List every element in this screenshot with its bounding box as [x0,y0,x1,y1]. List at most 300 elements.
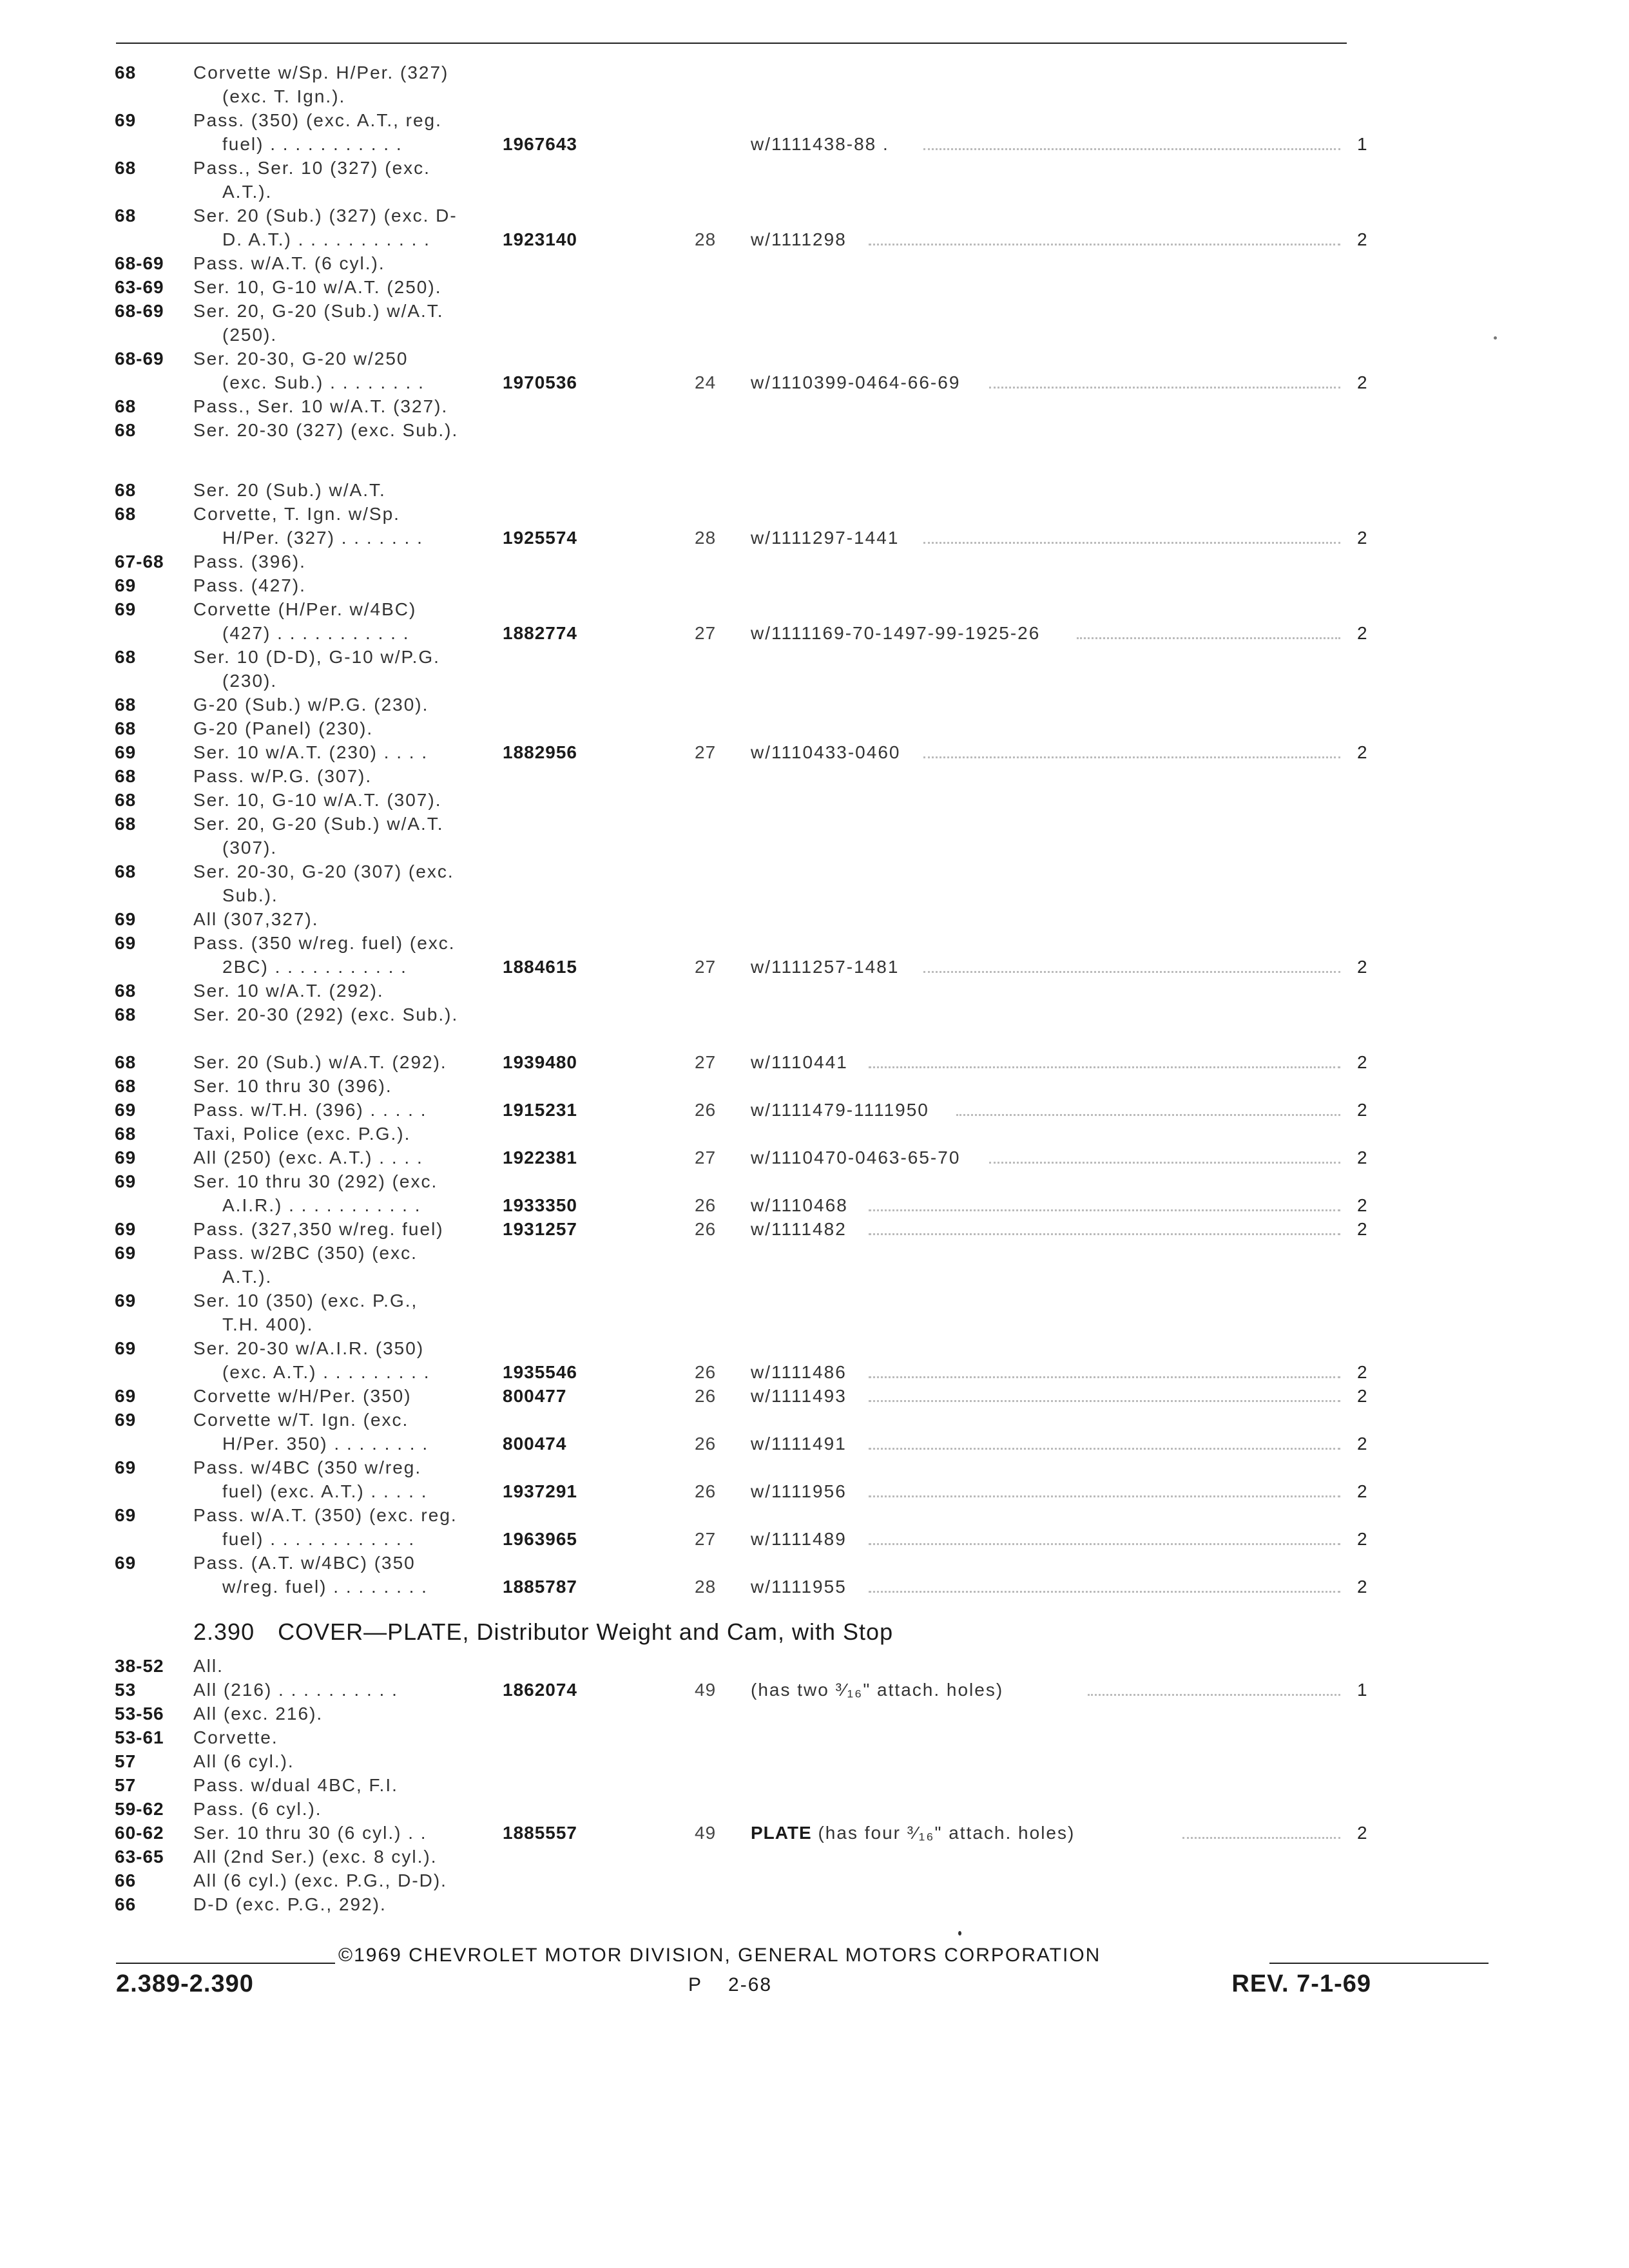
model-year: 69 [115,599,137,619]
application-description: Ser. 20, G-20 (Sub.) w/A.T. [193,301,444,321]
model-year: 57 [115,1751,137,1771]
model-year: 68 [115,396,137,416]
remarks [751,371,960,394]
model-year: 68 [115,420,137,440]
application-description: Ser. 20-30, G-20 w/250 [193,349,409,369]
remarks-text: w/1110433-0460 [751,742,901,762]
quantity: 2 [1357,1481,1367,1501]
model-year: 68 [115,1004,137,1024]
application-description: Ser. 20 (Sub.) w/A.T. (292). [193,1052,447,1072]
application-description: Ser. 20 (Sub.) w/A.T. [193,480,386,500]
table-row [0,1655,1629,1678]
table-row [0,1893,1629,1916]
group-code: 26 [695,1362,717,1382]
application-description: Ser. 10 thru 30 (396). [193,1076,392,1096]
application-description: H/Per. 350) . . . . . . . . [222,1434,429,1454]
table-row [0,61,1629,84]
remarks-text: w/1111955 [751,1577,847,1597]
application-description: Ser. 20, G-20 (Sub.) w/A.T. [193,814,444,834]
model-year: 53 [115,1680,137,1700]
page-letter: P [688,1974,703,1995]
table-row [0,741,1629,764]
quantity: 2 [1357,1434,1367,1454]
remarks-text: w/1111297-1441 [751,528,900,548]
leader-dots [869,1542,1340,1545]
model-year: 68 [115,504,137,524]
group-code: 24 [695,372,717,392]
model-year: 69 [115,1410,137,1430]
table-row [0,1218,1629,1241]
quantity: 2 [1357,1823,1367,1843]
part-number: 1970536 [503,372,578,392]
table-row [0,1845,1629,1869]
model-year: 69 [115,1243,137,1263]
remarks-text: w/1111169-70-1497-99-1925-26 [751,623,1041,643]
remarks [751,1575,847,1599]
part-number: 800477 [503,1386,567,1406]
table-row [0,1798,1629,1821]
group-code: 28 [695,229,717,249]
footer-rule-left [116,1963,335,1964]
model-year: 69 [115,1386,137,1406]
application-description: Pass. (A.T. w/4BC) (350 [193,1553,416,1573]
application-description: All (2nd Ser.) (exc. 8 cyl.). [193,1847,438,1867]
application-description: A.T.). [222,1267,273,1287]
leader-dots [989,385,1340,389]
table-row [0,1265,1629,1289]
table-row [0,1099,1629,1122]
quantity: 2 [1357,1362,1367,1382]
table-row [0,109,1629,132]
remarks-text: w/1110441 [751,1052,848,1072]
leader-dots [869,1232,1340,1235]
table-row [0,1122,1629,1146]
leader-dots [869,1399,1340,1402]
remarks-text: (has two ³⁄₁₆" attach. holes) [751,1680,1004,1700]
application-description: Ser. 10, G-10 w/A.T. (307). [193,790,442,810]
leader-dots [923,970,1340,973]
model-year: 59-62 [115,1799,164,1819]
application-description: All (exc. 216). [193,1704,323,1724]
table-row [0,789,1629,812]
group-code: 27 [695,1148,717,1168]
table-row [0,1480,1629,1503]
leader-dots [1182,1836,1340,1839]
application-description: (427) . . . . . . . . . . . [222,623,410,643]
table-row [0,1821,1629,1845]
table-row [0,956,1629,979]
model-year: 68 [115,480,137,500]
remarks-text: w/1110470-0463-65-70 [751,1148,961,1168]
leader-dots [869,1375,1340,1378]
table-row [0,1385,1629,1408]
application-description: G-20 (Sub.) w/P.G. (230). [193,695,429,715]
part-number: 1922381 [503,1148,578,1168]
table-row [0,693,1629,716]
application-description: Pass., Ser. 10 w/A.T. (327). [193,396,448,416]
group-code: 26 [695,1100,717,1120]
model-year: 66 [115,1870,137,1890]
application-description: Pass. w/4BC (350 w/reg. [193,1457,422,1477]
table-row [0,1003,1629,1026]
application-description: Pass. w/T.H. (396) . . . . . [193,1100,427,1120]
application-description: Sub.). [222,885,278,905]
model-year: 68 [115,158,137,178]
model-year: 38-52 [115,1656,164,1676]
top-rule [116,43,1347,44]
model-year: 57 [115,1775,137,1795]
remarks-text: w/1111493 [751,1386,847,1406]
quantity: 1 [1357,1680,1367,1700]
section-number: 2.390 [193,1619,255,1645]
remarks-text: w/1111486 [751,1362,847,1382]
quantity: 2 [1357,957,1367,977]
part-number: 1882774 [503,623,578,643]
table-row [0,371,1629,394]
table-row [0,574,1629,597]
table-row [0,622,1629,645]
table-row [0,180,1629,204]
application-description: 2BC) . . . . . . . . . . . [222,957,407,977]
copyright-line [116,1945,1373,1970]
remarks-text: w/1111489 [751,1529,847,1549]
remarks [751,1480,847,1503]
leader-dots [1088,1693,1340,1696]
leader-dots [923,541,1340,544]
table-row [0,276,1629,299]
application-description: Pass. w/P.G. (307). [193,766,372,786]
application-description: Corvette w/H/Per. (350) [193,1386,412,1406]
quantity: 1 [1357,134,1367,154]
application-description: D-D (exc. P.G., 292). [193,1894,387,1914]
part-number: 1882956 [503,742,578,762]
group-code: 26 [695,1219,717,1239]
table-row [0,717,1629,740]
model-year: 69 [115,1171,137,1191]
table-row [0,503,1629,526]
group-code: 27 [695,742,717,762]
leader-dots [956,1113,1340,1116]
model-year: 63-65 [115,1847,164,1867]
part-number: 1933350 [503,1195,578,1215]
table-row [0,1051,1629,1074]
table-row [0,1432,1629,1456]
leader-dots [869,1494,1340,1497]
model-year: 69 [115,110,137,130]
part-number: 800474 [503,1434,567,1454]
page-indicator [688,1974,772,1996]
group-range: 2.389-2.390 [116,1970,254,1997]
table-row [0,836,1629,860]
table-row [0,669,1629,693]
table-row [0,133,1629,156]
table-row [0,1774,1629,1797]
application-description: H/Per. (327) . . . . . . . [222,528,423,548]
table-row [0,1289,1629,1312]
application-description: All. [193,1656,224,1676]
application-description: Pass. w/A.T. (350) (exc. reg. [193,1505,458,1525]
remarks [751,1432,847,1456]
model-year: 68 [115,790,137,810]
model-year: 69 [115,1457,137,1477]
revision-date: REV. 7-1-69 [1231,1970,1371,1997]
model-year: 68-69 [115,253,164,273]
table-row [0,1504,1629,1527]
remarks [751,1051,848,1074]
application-description: fuel) . . . . . . . . . . . . [222,1529,416,1549]
group-code: 27 [695,1052,717,1072]
application-description: Corvette, T. Ign. w/Sp. [193,504,400,524]
model-year: 63-69 [115,277,164,297]
application-description: Pass. (327,350 w/reg. fuel) [193,1219,444,1239]
part-number: 1925574 [503,528,578,548]
part-number: 1963965 [503,1529,578,1549]
model-year: 53-56 [115,1704,164,1724]
table-row [0,228,1629,251]
table-row [0,1726,1629,1749]
model-year: 68 [115,814,137,834]
application-description: Pass. w/A.T. (6 cyl.). [193,253,385,273]
remarks [751,741,900,764]
table-row [0,1194,1629,1217]
quantity: 2 [1357,229,1367,249]
application-description: Ser. 10 (D-D), G-10 w/P.G. [193,647,440,667]
part-number: 1967643 [503,134,578,154]
quantity: 2 [1357,1195,1367,1215]
remarks-text: (has four ³⁄₁₆" attach. holes) [818,1823,1075,1843]
model-year: 69 [115,1338,137,1358]
application-description: All (216) . . . . . . . . . . [193,1680,398,1700]
remarks [751,1218,847,1241]
group-code: 49 [695,1680,717,1700]
remarks-text: w/1111956 [751,1481,847,1501]
group-code: 28 [695,528,717,548]
model-year: 69 [115,1219,137,1239]
quantity: 2 [1357,1219,1367,1239]
table-row [0,884,1629,907]
part-number: 1937291 [503,1481,578,1501]
model-year: 69 [115,742,137,762]
part-number: 1885787 [503,1577,578,1597]
model-year: 68 [115,695,137,715]
table-row [0,1170,1629,1193]
remarks [751,228,847,251]
table-row [0,300,1629,323]
group-code: 49 [695,1823,717,1843]
part-number: 1884615 [503,957,578,977]
application-description: (250). [222,325,278,345]
part-number: 1923140 [503,229,578,249]
model-year: 69 [115,1553,137,1573]
table-row [0,526,1629,550]
table-row [0,550,1629,573]
application-description: Pass. (6 cyl.). [193,1799,322,1819]
application-description: Corvette (H/Per. w/4BC) [193,599,417,619]
table-row [0,347,1629,370]
table-row [0,1528,1629,1551]
table-row [0,860,1629,883]
table-row [0,252,1629,275]
application-description: Pass. (427). [193,575,306,595]
table-row [0,323,1629,347]
footer-rule-right [1269,1963,1489,1964]
model-year: 67-68 [115,552,164,572]
application-description: (exc. A.T.) . . . . . . . . . [222,1362,430,1382]
table-row [0,1146,1629,1169]
part-number: 1915231 [503,1100,578,1120]
remarks-text: w/1111491 [751,1434,847,1454]
quantity: 2 [1357,1577,1367,1597]
application-description: Corvette w/Sp. H/Per. (327) [193,62,449,82]
model-year: 69 [115,933,137,953]
section-heading [193,1619,893,1646]
table-row [0,85,1629,108]
leader-dots [923,755,1340,758]
remarks [751,133,889,156]
application-description: G-20 (Panel) (230). [193,718,374,738]
table-row [0,1337,1629,1360]
application-description: A.I.R.) . . . . . . . . . . . [222,1195,421,1215]
model-year: 68-69 [115,349,164,369]
group-code: 26 [695,1434,717,1454]
application-description: Ser. 10 thru 30 (292) (exc. [193,1171,438,1191]
application-description: Corvette. [193,1727,278,1747]
table-row [0,1361,1629,1384]
leader-dots [869,1590,1340,1593]
application-description: Ser. 20-30 (327) (exc. Sub.). [193,420,459,440]
application-description: w/reg. fuel) . . . . . . . . [222,1577,428,1597]
remarks-text: w/1111479-1111950 [751,1100,929,1120]
model-year: 69 [115,909,137,929]
remarks [751,956,899,979]
model-year: 68 [115,1124,137,1144]
table-row [0,765,1629,788]
copyright-text: ©1969 CHEVROLET MOTOR DIVISION, GENERAL MOTORS CORPORATION [338,1945,1101,1966]
application-description: Pass. (350) (exc. A.T., reg. [193,110,442,130]
remarks [751,1146,960,1169]
leader-dots [989,1160,1340,1164]
part-number: 1931257 [503,1219,578,1239]
application-description: Pass., Ser. 10 (327) (exc. [193,158,430,178]
table-row [0,157,1629,180]
application-description: Ser. 20 (Sub.) (327) (exc. D- [193,206,458,226]
application-description: fuel) . . . . . . . . . . . [222,134,403,154]
application-description: Taxi, Police (exc. P.G.). [193,1124,411,1144]
application-description: (230). [222,671,278,691]
model-year: 68 [115,981,137,1001]
model-year: 68 [115,1052,137,1072]
application-description: Pass. (396). [193,552,306,572]
application-description: D. A.T.) . . . . . . . . . . . [222,229,430,249]
remarks [751,1099,929,1122]
group-code: 26 [695,1481,717,1501]
scan-speck [958,1931,961,1936]
application-description: Ser. 10 w/A.T. (230) . . . . [193,742,429,762]
table-row [0,1456,1629,1479]
table-row [0,1552,1629,1575]
application-description: (exc. T. Ign.). [222,86,346,106]
remarks-part-name: PLATE [751,1823,812,1843]
application-description: Corvette w/T. Ign. (exc. [193,1410,409,1430]
application-description: Ser. 20-30 w/A.I.R. (350) [193,1338,425,1358]
quantity: 2 [1357,1100,1367,1120]
table-row [0,812,1629,836]
part-number: 1885557 [503,1823,578,1843]
quantity: 2 [1357,1386,1367,1406]
quantity: 2 [1357,372,1367,392]
table-row [0,1678,1629,1702]
application-description: fuel) (exc. A.T.) . . . . . [222,1481,428,1501]
model-year: 66 [115,1894,137,1914]
application-description: Pass. w/2BC (350) (exc. [193,1243,418,1263]
model-year: 68 [115,718,137,738]
model-year: 60-62 [115,1823,164,1843]
model-year: 68-69 [115,301,164,321]
remarks-text: w/1110399-0464-66-69 [751,372,961,392]
part-number: 1935546 [503,1362,578,1382]
application-description: T.H. 400). [222,1314,314,1334]
table-row [0,204,1629,227]
remarks [751,1821,1075,1845]
table-row [0,1750,1629,1773]
table-row [0,479,1629,502]
application-description: (exc. Sub.) . . . . . . . . [222,372,425,392]
model-year: 69 [115,1100,137,1120]
scan-speck [1494,336,1497,340]
group-code: 27 [695,957,717,977]
remarks [751,1678,1003,1702]
table-row [0,646,1629,669]
application-description: All (307,327). [193,909,319,929]
model-year: 69 [115,1505,137,1525]
table-row [0,979,1629,1003]
application-description: A.T.). [222,182,273,202]
quantity: 2 [1357,1148,1367,1168]
table-row [0,1575,1629,1599]
remarks-text: w/1111482 [751,1219,847,1239]
application-description: Ser. 10 thru 30 (6 cyl.) . . [193,1823,427,1843]
section-title: COVER—PLATE, Distributor Weight and Cam, with Stop [278,1619,894,1645]
remarks [751,622,1040,645]
model-year: 69 [115,1148,137,1168]
leader-dots [869,242,1340,245]
application-description: All (250) (exc. A.T.) . . . . [193,1148,423,1168]
group-code: 28 [695,1577,717,1597]
application-description: Pass. (350 w/reg. fuel) (exc. [193,933,456,953]
model-year: 69 [115,1291,137,1311]
remarks-text: w/1110468 [751,1195,848,1215]
remarks-text: w/1111257-1481 [751,957,900,977]
model-year: 68 [115,1076,137,1096]
remarks [751,1385,847,1408]
leader-dots [869,1065,1340,1068]
remarks [751,526,899,550]
application-description: All (6 cyl.) (exc. P.G., D-D). [193,1870,447,1890]
model-year: 68 [115,62,137,82]
table-row [0,419,1629,442]
table-row [0,598,1629,621]
quantity: 2 [1357,1052,1367,1072]
remarks [751,1194,848,1217]
model-year: 68 [115,206,137,226]
application-description: Pass. w/dual 4BC, F.I. [193,1775,398,1795]
application-description: Ser. 10, G-10 w/A.T. (250). [193,277,442,297]
application-description: Ser. 20-30, G-20 (307) (exc. [193,861,454,881]
table-row [0,1313,1629,1336]
group-code: 26 [695,1195,717,1215]
remarks [751,1361,847,1384]
remarks-text: w/1111298 [751,229,847,249]
